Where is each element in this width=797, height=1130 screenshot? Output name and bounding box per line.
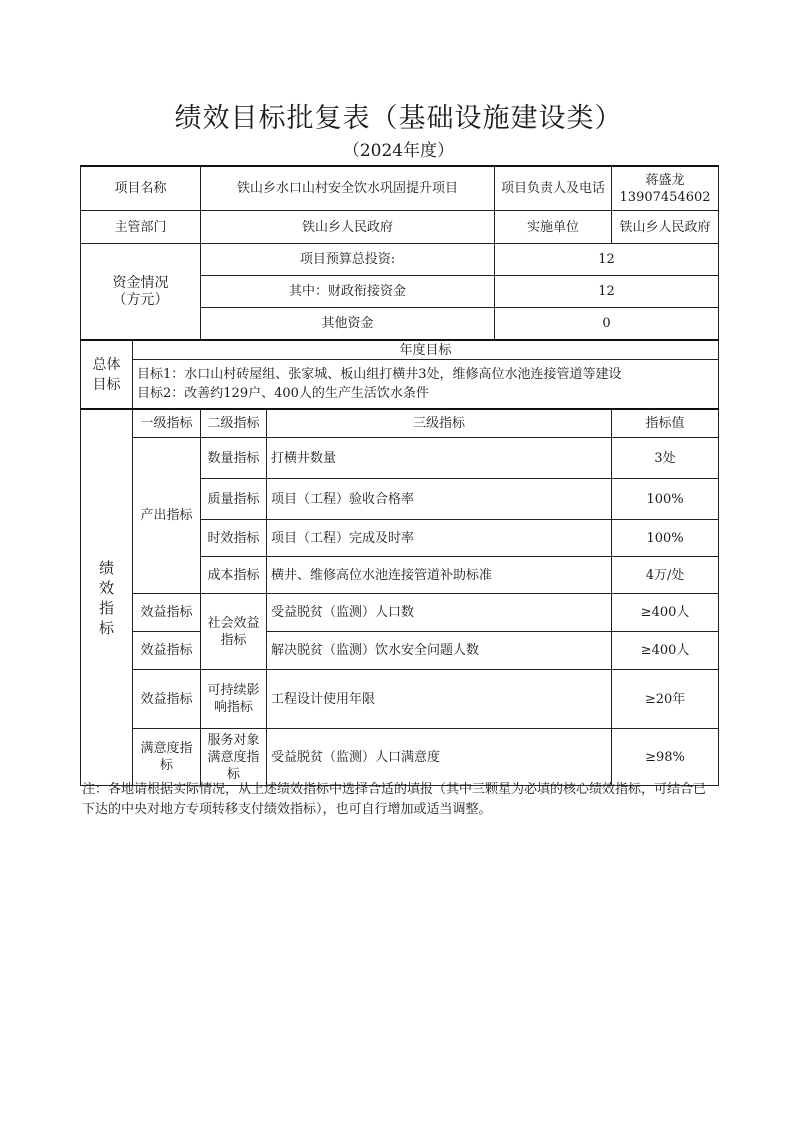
indicator-level3: 打横井数量: [267, 438, 612, 479]
indicator-level3: 工程设计使用年限: [267, 670, 612, 729]
indicator-value: ≥98%: [612, 729, 719, 786]
sustain-level2-line2: 响指标: [214, 700, 254, 715]
unit-label: 实施单位: [495, 211, 612, 244]
performance-table: [80, 165, 719, 786]
header-level1: 一级指标: [133, 409, 201, 438]
indicator-level3: 项目（工程）验收合格率: [267, 479, 612, 520]
project-name-row: [81, 166, 719, 211]
indicator-level2: 数量指标: [201, 438, 267, 479]
side-char: 绩: [98, 558, 114, 577]
indicator-level2: 时效指标: [201, 520, 267, 557]
goals-label: [81, 340, 133, 409]
header-level2: 二级指标: [201, 409, 267, 438]
funds-label-line1: 资金情况: [112, 274, 169, 291]
dept-label: 主管部门: [81, 211, 201, 244]
funds-label: [81, 244, 201, 341]
satisfaction-level2-line2: 满意度指: [207, 749, 260, 765]
funds-total-value: 12: [495, 244, 719, 276]
sustain-level2: [201, 670, 267, 729]
output-level1: 产出指标: [133, 438, 201, 594]
funds-label-line2: （方元）: [112, 291, 169, 308]
indicator-row: [81, 729, 719, 786]
indicator-value: ≥400人: [612, 632, 719, 670]
funds-row: [81, 244, 719, 276]
header-value: 指标值: [612, 409, 719, 438]
social-level2-line2: 指标: [220, 632, 247, 648]
goals-content-row: [81, 360, 719, 410]
satisfaction-level2: [201, 729, 267, 786]
indicator-value: ≥400人: [612, 594, 719, 632]
project-name-label: 项目名称: [81, 166, 201, 211]
satisfaction-level2-line3: 标: [227, 766, 241, 782]
project-leader-label: 项目负责人及电话: [495, 166, 612, 211]
dept-value: 铁山乡人民政府: [201, 211, 495, 244]
goals-label-line1: 总体: [92, 356, 121, 373]
header-level3: 三级指标: [267, 409, 612, 438]
indicator-level1: 效益指标: [133, 632, 201, 670]
page-subtitle: （2024年度）: [342, 141, 455, 161]
indicator-level2: 成本指标: [201, 557, 267, 594]
indicator-value: 100%: [612, 479, 719, 520]
funds-fiscal-label: 其中：财政衔接资金: [201, 276, 495, 308]
unit-value: 铁山乡人民政府: [612, 211, 719, 244]
indicator-level1: 满意度指标: [133, 729, 201, 786]
indicator-row: [81, 438, 719, 479]
indicator-value: ≥20年: [612, 670, 719, 729]
indicators-header-row: [81, 409, 719, 438]
funds-total-label: 项目预算总投资:: [201, 244, 495, 276]
funds-other-value: 0: [495, 308, 719, 341]
social-level2-line1: 社会效益: [207, 615, 260, 631]
side-char: 指: [98, 598, 114, 617]
indicator-level3: 解决脱贫（监测）饮水安全问题人数: [267, 632, 612, 670]
indicator-value: 3处: [612, 438, 719, 479]
goal-1: 目标1：水口山村砖屋组、张家城、板山组打横井3处，维修高位水池连接管道等建设: [137, 367, 622, 382]
department-row: [81, 211, 719, 244]
indicator-value: 4万/处: [612, 557, 719, 594]
indicator-level3: 受益脱贫（监测）人口满意度: [267, 729, 612, 786]
funds-fiscal-value: 12: [495, 276, 719, 308]
indicator-level2: 质量指标: [201, 479, 267, 520]
satisfaction-level2-line1: 服务对象: [207, 732, 260, 748]
project-leader-value: 蒋盛龙13907454602: [612, 166, 719, 211]
funds-other-label: 其他资金: [201, 308, 495, 341]
social-level2: [201, 594, 267, 670]
goals-label-line2: 目标: [92, 376, 121, 393]
goals-header: 年度目标: [133, 340, 719, 360]
sustain-level2-line1: 可持续影: [207, 683, 260, 698]
goal-2: 目标2：改善约129户、400人的生产生活饮水条件: [137, 386, 429, 401]
side-char: 标: [98, 618, 114, 637]
goals-content: [133, 360, 719, 410]
indicators-side-label: [81, 409, 133, 786]
page-title: 绩效目标批复表（基础设施建设类）: [174, 103, 623, 134]
footnote: 注：各地请根据实际情况，从上述绩效指标中选择合适的填报（其中三颗星为必填的核心绩效指标，可结合已下达的中央对地方专项转移支付绩效指标），也可自行增加或适当调整。: [82, 782, 707, 817]
indicator-value: 100%: [612, 520, 719, 557]
goals-header-row: [81, 340, 719, 360]
indicator-level1: 效益指标: [133, 670, 201, 729]
side-char: 效: [98, 578, 114, 597]
indicator-row: [81, 594, 719, 632]
indicator-level3: 受益脱贫（监测）人口数: [267, 594, 612, 632]
indicator-level3: 横井、维修高位水池连接管道补助标准: [267, 557, 612, 594]
indicator-row: [81, 632, 719, 670]
indicator-level3: 项目（工程）完成及时率: [267, 520, 612, 557]
project-name-value: 铁山乡水口山村安全饮水巩固提升项目: [201, 166, 495, 211]
indicator-level1: 效益指标: [133, 594, 201, 632]
indicator-row: [81, 670, 719, 729]
